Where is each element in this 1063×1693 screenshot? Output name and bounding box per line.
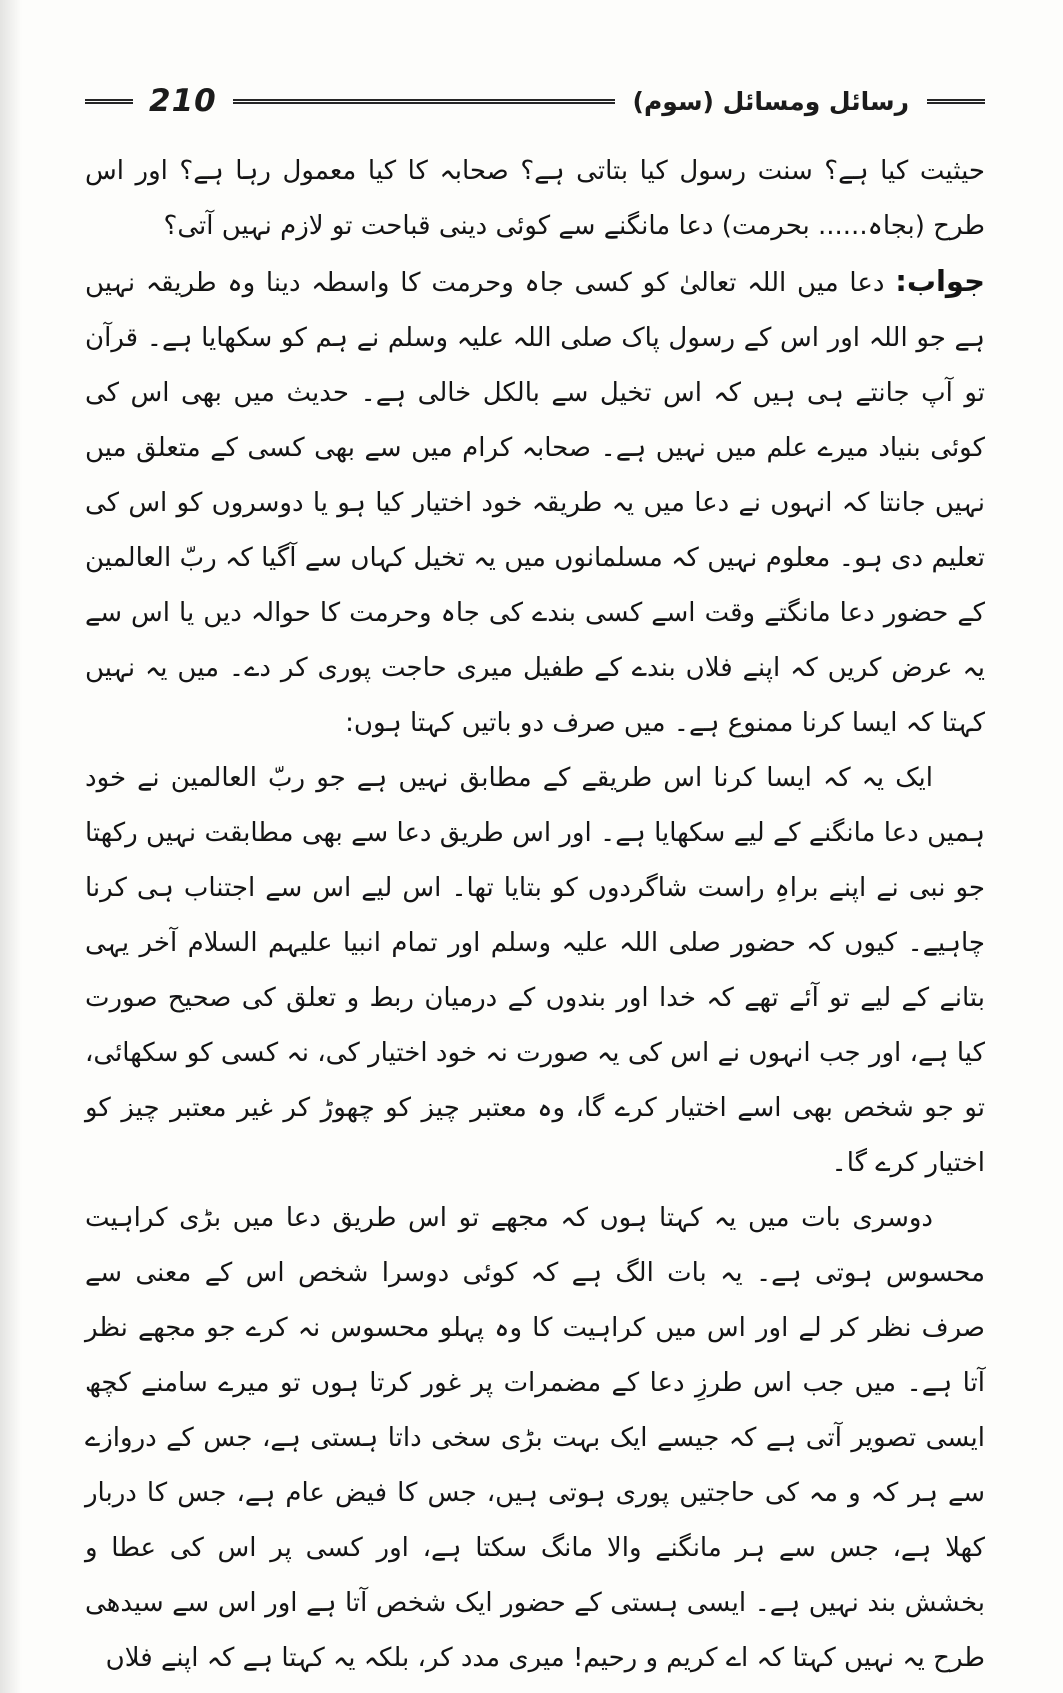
page-content (85, 144, 985, 1686)
paragraph-text: دعا میں اللہ تعالیٰ کو کسی جاہ وحرمت کا واسطہ دینا وہ طریقہ نہیں ہے جو اللہ اور اس کے رسول پاک صلی اللہ علیہ وسلم نے ہم کو سکھایا ہے۔ قرآن تو آپ جانتے ہی ہیں کہ اس تخیل سے بالکل خالی ہے۔ حدیث میں بھی اس کی کوئی بنیاد میرے علم میں نہیں ہے۔ صحابہ کرام میں سے بھی کسی کے متعلق میں نہیں جانتا کہ انہوں نے دعا میں یہ طریقہ خود اختیار کیا ہو یا دوسروں کو اس کی تعلیم دی ہو۔ معلوم نہیں کہ مسلمانوں میں یہ تخیل کہاں سے آگیا کہ ربّ العالمین کے حضور دعا مانگتے وقت اسے کسی بندے کی جاہ وحرمت کا حوالہ دیں یا اس سے یہ عرض کریں کہ اپنے فلاں بندے کے طفیل میری حاجت پوری کر دے۔ میں یہ نہیں کہتا کہ ایسا کرنا ممنوع ہے۔ میں صرف دو باتیں کہتا ہوں: (85, 268, 985, 738)
paragraph-text: دوسری بات میں یہ کہتا ہوں کہ مجھے تو اس طریق دعا میں بڑی کراہیت محسوس ہوتی ہے۔ یہ بات الگ ہے کہ کوئی دوسرا شخص اس کے معنی سے صرف نظر کر لے اور اس میں کراہیت کا وہ پہلو محسوس نہ کرے جو مجھے نظر آتا ہے۔ میں جب اس طرزِ دعا کے مضمرات پر غور کرتا ہوں تو میرے سامنے کچھ ایسی تصویر آتی ہے کہ جیسے ایک بہت بڑی سخی داتا ہستی ہے، جس کے دروازے سے ہر کہ و مہ کی حاجتیں پوری ہوتی ہیں، جس کا فیض عام ہے، جس کا دربار کھلا ہے، جس سے ہر مانگنے والا مانگ سکتا ہے، اور کسی پر اس کی عطا و بخشش بند نہیں ہے۔ ایسی ہستی کے حضور ایک شخص آتا ہے اور اس سے سیدھی طرح یہ نہیں کہتا کہ اے کریم و رحیم! میری مدد کر، بلکہ یہ کہتا ہے کہ اپنے فلاں (85, 1203, 985, 1673)
second-point-paragraph (85, 1191, 985, 1686)
header-rule-middle (233, 99, 615, 104)
page-header (85, 80, 985, 122)
answer-paragraph (85, 254, 985, 751)
header-rule-left (85, 99, 133, 104)
paragraph-text: ایک یہ کہ ایسا کرنا اس طریقے کے مطابق نہیں ہے جو ربّ العالمین نے خود ہمیں دعا مانگنے کے لیے سکھایا ہے۔ اور اس طریق دعا سے بھی مطابقت نہیں رکھتا جو نبی نے اپنے براہِ راست شاگردوں کو بتایا تھا۔ اس لیے اس سے اجتناب ہی کرنا چاہیے۔ کیوں کہ حضور صلی اللہ علیہ وسلم اور تمام انبیا علیہم السلام آخر یہی بتانے کے لیے تو آئے تھے کہ خدا اور بندوں کے درمیان ربط و تعلق کی صحیح صورت کیا ہے، اور جب انہوں نے اس کی یہ صورت نہ خود اختیار کی، نہ کسی کو سکھائی، تو جو شخص بھی اسے اختیار کرے گا، وہ معتبر چیز کو چھوڑ کر غیر معتبر چیز کو اختیار کرے گا۔ (85, 763, 985, 1178)
header-rule-right (927, 99, 985, 104)
page-number: 210 (149, 83, 217, 119)
book-title: رسائل ومسائل (سوم) (632, 86, 909, 116)
paragraph-text: حیثیت کیا ہے؟ سنت رسول کیا بتاتی ہے؟ صحابہ کا کیا معمول رہا ہے؟ اور اس طرح (بجاہ...... بحرمت) دعا مانگنے سے کوئی دینی قباحت تو لازم نہیں آتی؟ (85, 156, 985, 241)
question-paragraph (85, 144, 985, 254)
first-point-paragraph (85, 751, 985, 1191)
answer-label: جواب: (895, 264, 985, 298)
